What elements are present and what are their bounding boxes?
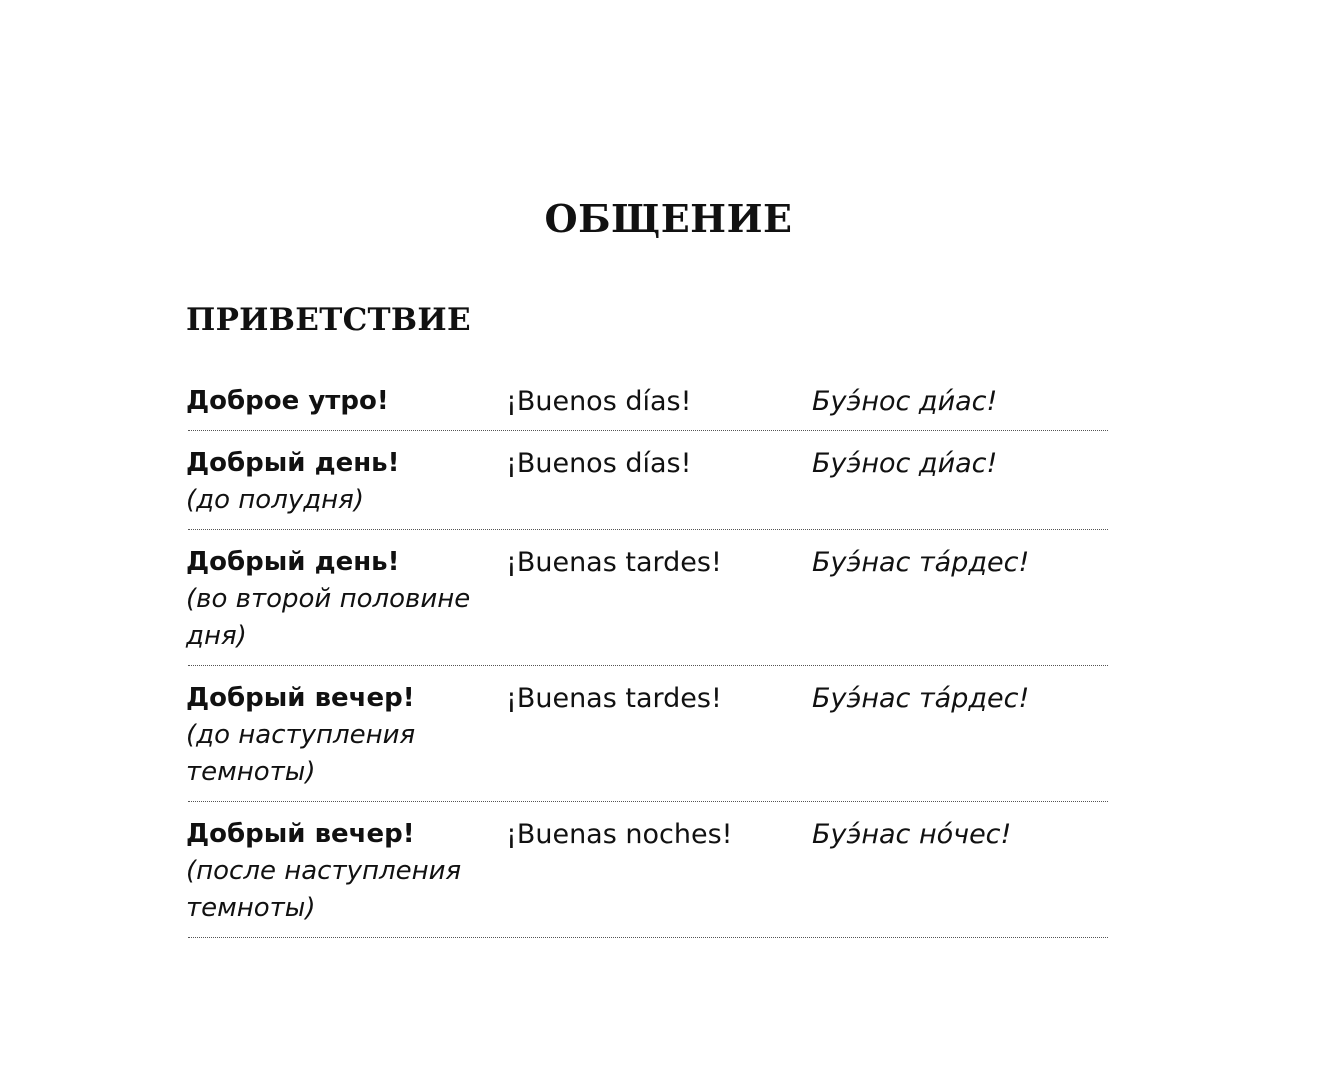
spanish-phrase: ¡Buenos días! (506, 386, 692, 417)
russian-note: (после наступления темноты) (186, 856, 462, 923)
spanish-phrase: ¡Buenas noches! (506, 819, 733, 850)
russian-cell (186, 680, 506, 791)
phrase-row (186, 445, 1108, 530)
russian-phrase: Добрый день! (186, 547, 400, 577)
transcription: Буэ́нос ди́ас! (812, 386, 998, 417)
transcription: Буэ́нас но́чес! (812, 819, 1012, 850)
russian-phrase: Добрый вечер! (186, 819, 415, 849)
phrase-row (186, 383, 1108, 431)
phrase-row (186, 680, 1108, 802)
russian-phrase: Доброе утро! (186, 386, 389, 416)
transcription: Буэ́нас та́рдес! (812, 547, 1030, 578)
phrase-row (186, 544, 1108, 666)
russian-phrase: Добрый день! (186, 448, 400, 478)
russian-note: (до полудня) (186, 485, 364, 515)
section-title: ПРИВЕТСТВИЕ (186, 302, 471, 338)
russian-phrase: Добрый вечер! (186, 683, 415, 713)
phrase-row (186, 816, 1108, 938)
russian-note: (во второй половине дня) (186, 584, 471, 651)
page-title: ОБЩЕНИЕ (544, 196, 793, 241)
transcription: Буэ́нас та́рдес! (812, 683, 1030, 714)
spanish-phrase: ¡Buenas tardes! (506, 683, 722, 714)
phrase-table (186, 383, 1108, 952)
spanish-phrase: ¡Buenos días! (506, 448, 692, 479)
russian-cell (186, 544, 506, 655)
transcription: Буэ́нос ди́ас! (812, 448, 998, 479)
spanish-phrase: ¡Buenas tardes! (506, 547, 722, 578)
russian-cell (186, 816, 506, 927)
russian-note: (до наступления темноты) (186, 720, 416, 787)
russian-cell (186, 445, 506, 519)
russian-cell (186, 383, 506, 420)
